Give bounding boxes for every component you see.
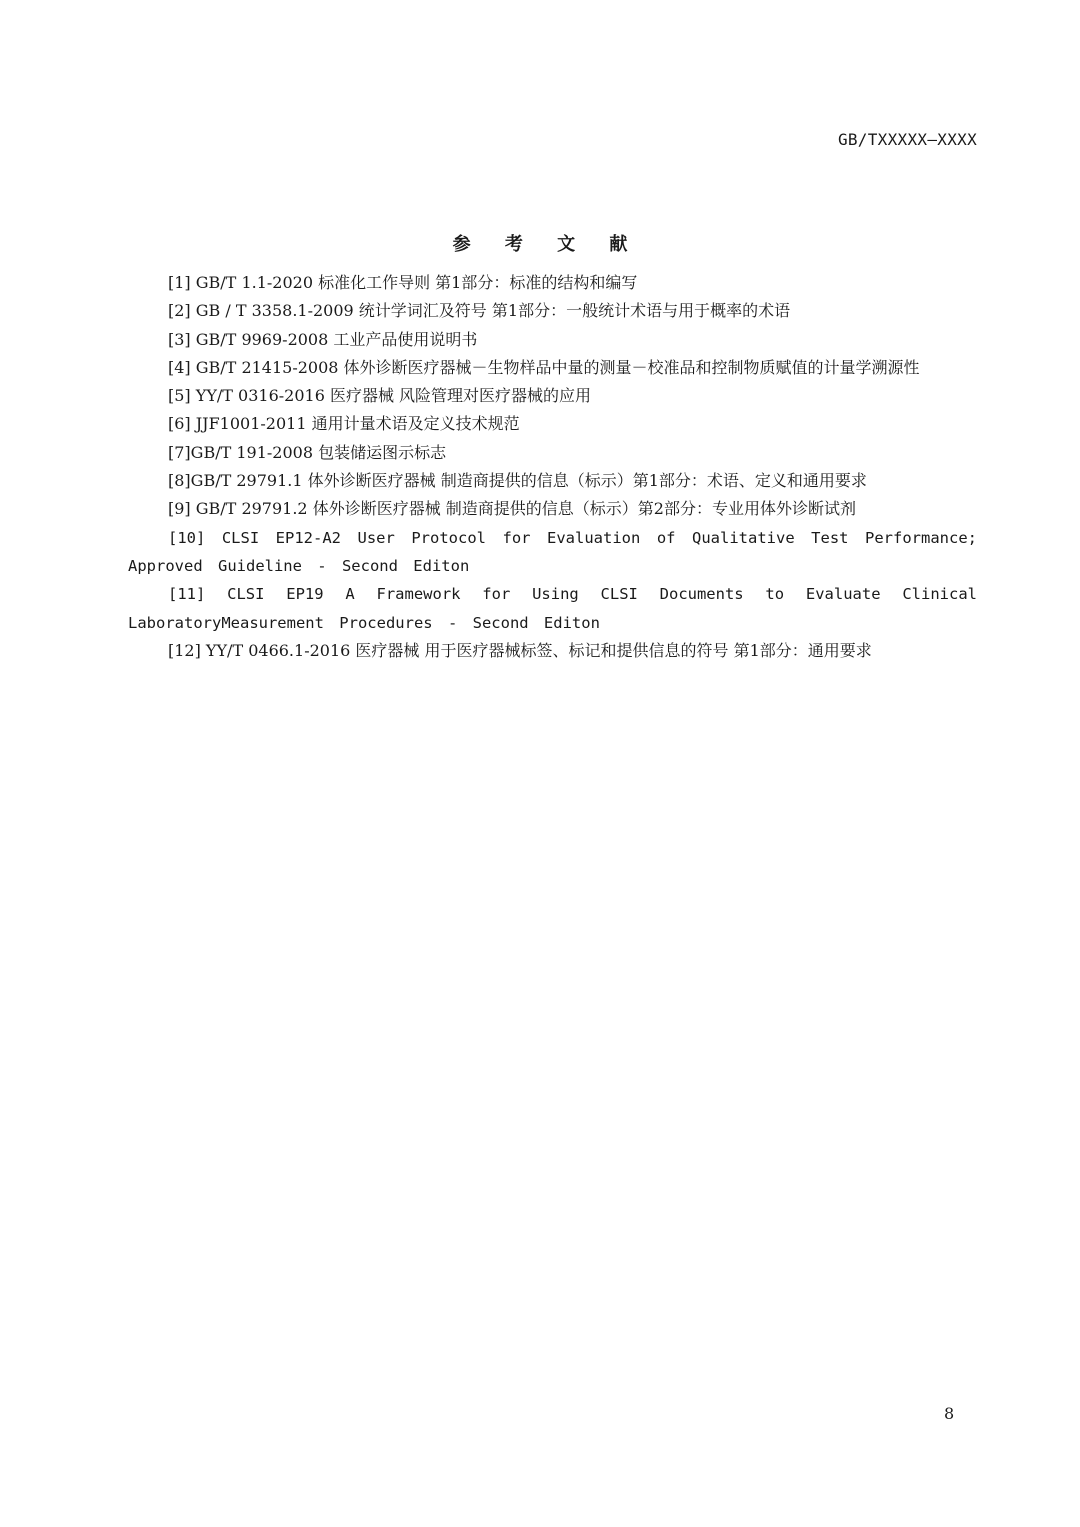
standard-code-header: GB/TXXXXX—XXXX <box>837 130 977 149</box>
reference-item: [5] YY/T 0316-2016 医疗器械 风险管理对医疗器械的应用 <box>168 386 592 406</box>
reference-item: [7]GB/T 191-2008 包装储运图示标志 <box>168 442 447 462</box>
reference-item: [9] GB/T 29791.2 体外诊断医疗器械 制造商提供的信息（标示）第2部分：专业用体外诊断试剂 <box>168 499 856 519</box>
reference-item: [10] CLSI EP12-A2 User Protocol for Evaluation of Qualitative Test Performance; Approved Guideline - Second Editon <box>128 528 977 575</box>
reference-item: [1] GB/T 1.1-2020 标准化工作导则 第1部分：标准的结构和编写 <box>168 273 638 292</box>
reference-item: [12] YY/T 0466.1-2016 医疗器械 用于医疗器械标签、标记和提供信息的符号 第1部分：通用要求 <box>168 640 872 660</box>
reference-item: [11] CLSI EP19 A Framework for Using CLSI Documents to Evaluate Clinical LaboratoryMeasurement Procedures - Second Editon <box>128 585 977 632</box>
reference-item: [2] GB / T 3358.1-2009 统计学词汇及符号 第1部分：一般统计术语与用于概率的术语 <box>168 301 791 321</box>
reference-item: [8]GB/T 29791.1 体外诊断医疗器械 制造商提供的信息（标示）第1部分：术语、定义和通用要求 <box>168 471 867 491</box>
reference-list <box>128 269 977 665</box>
section-title: 参 考 文 献 <box>452 234 642 255</box>
reference-item: [3] GB/T 9969-2008 工业产品使用说明书 <box>168 329 478 349</box>
reference-item: [4] GB/T 21415-2008 体外诊断医疗器械－生物样品中量的测量－校准品和控制物质赋值的计量学溯源性 <box>168 357 920 377</box>
page-number: 8 <box>944 1404 955 1423</box>
reference-item: [6] JJF1001-2011 通用计量术语及定义技术规范 <box>168 414 520 434</box>
